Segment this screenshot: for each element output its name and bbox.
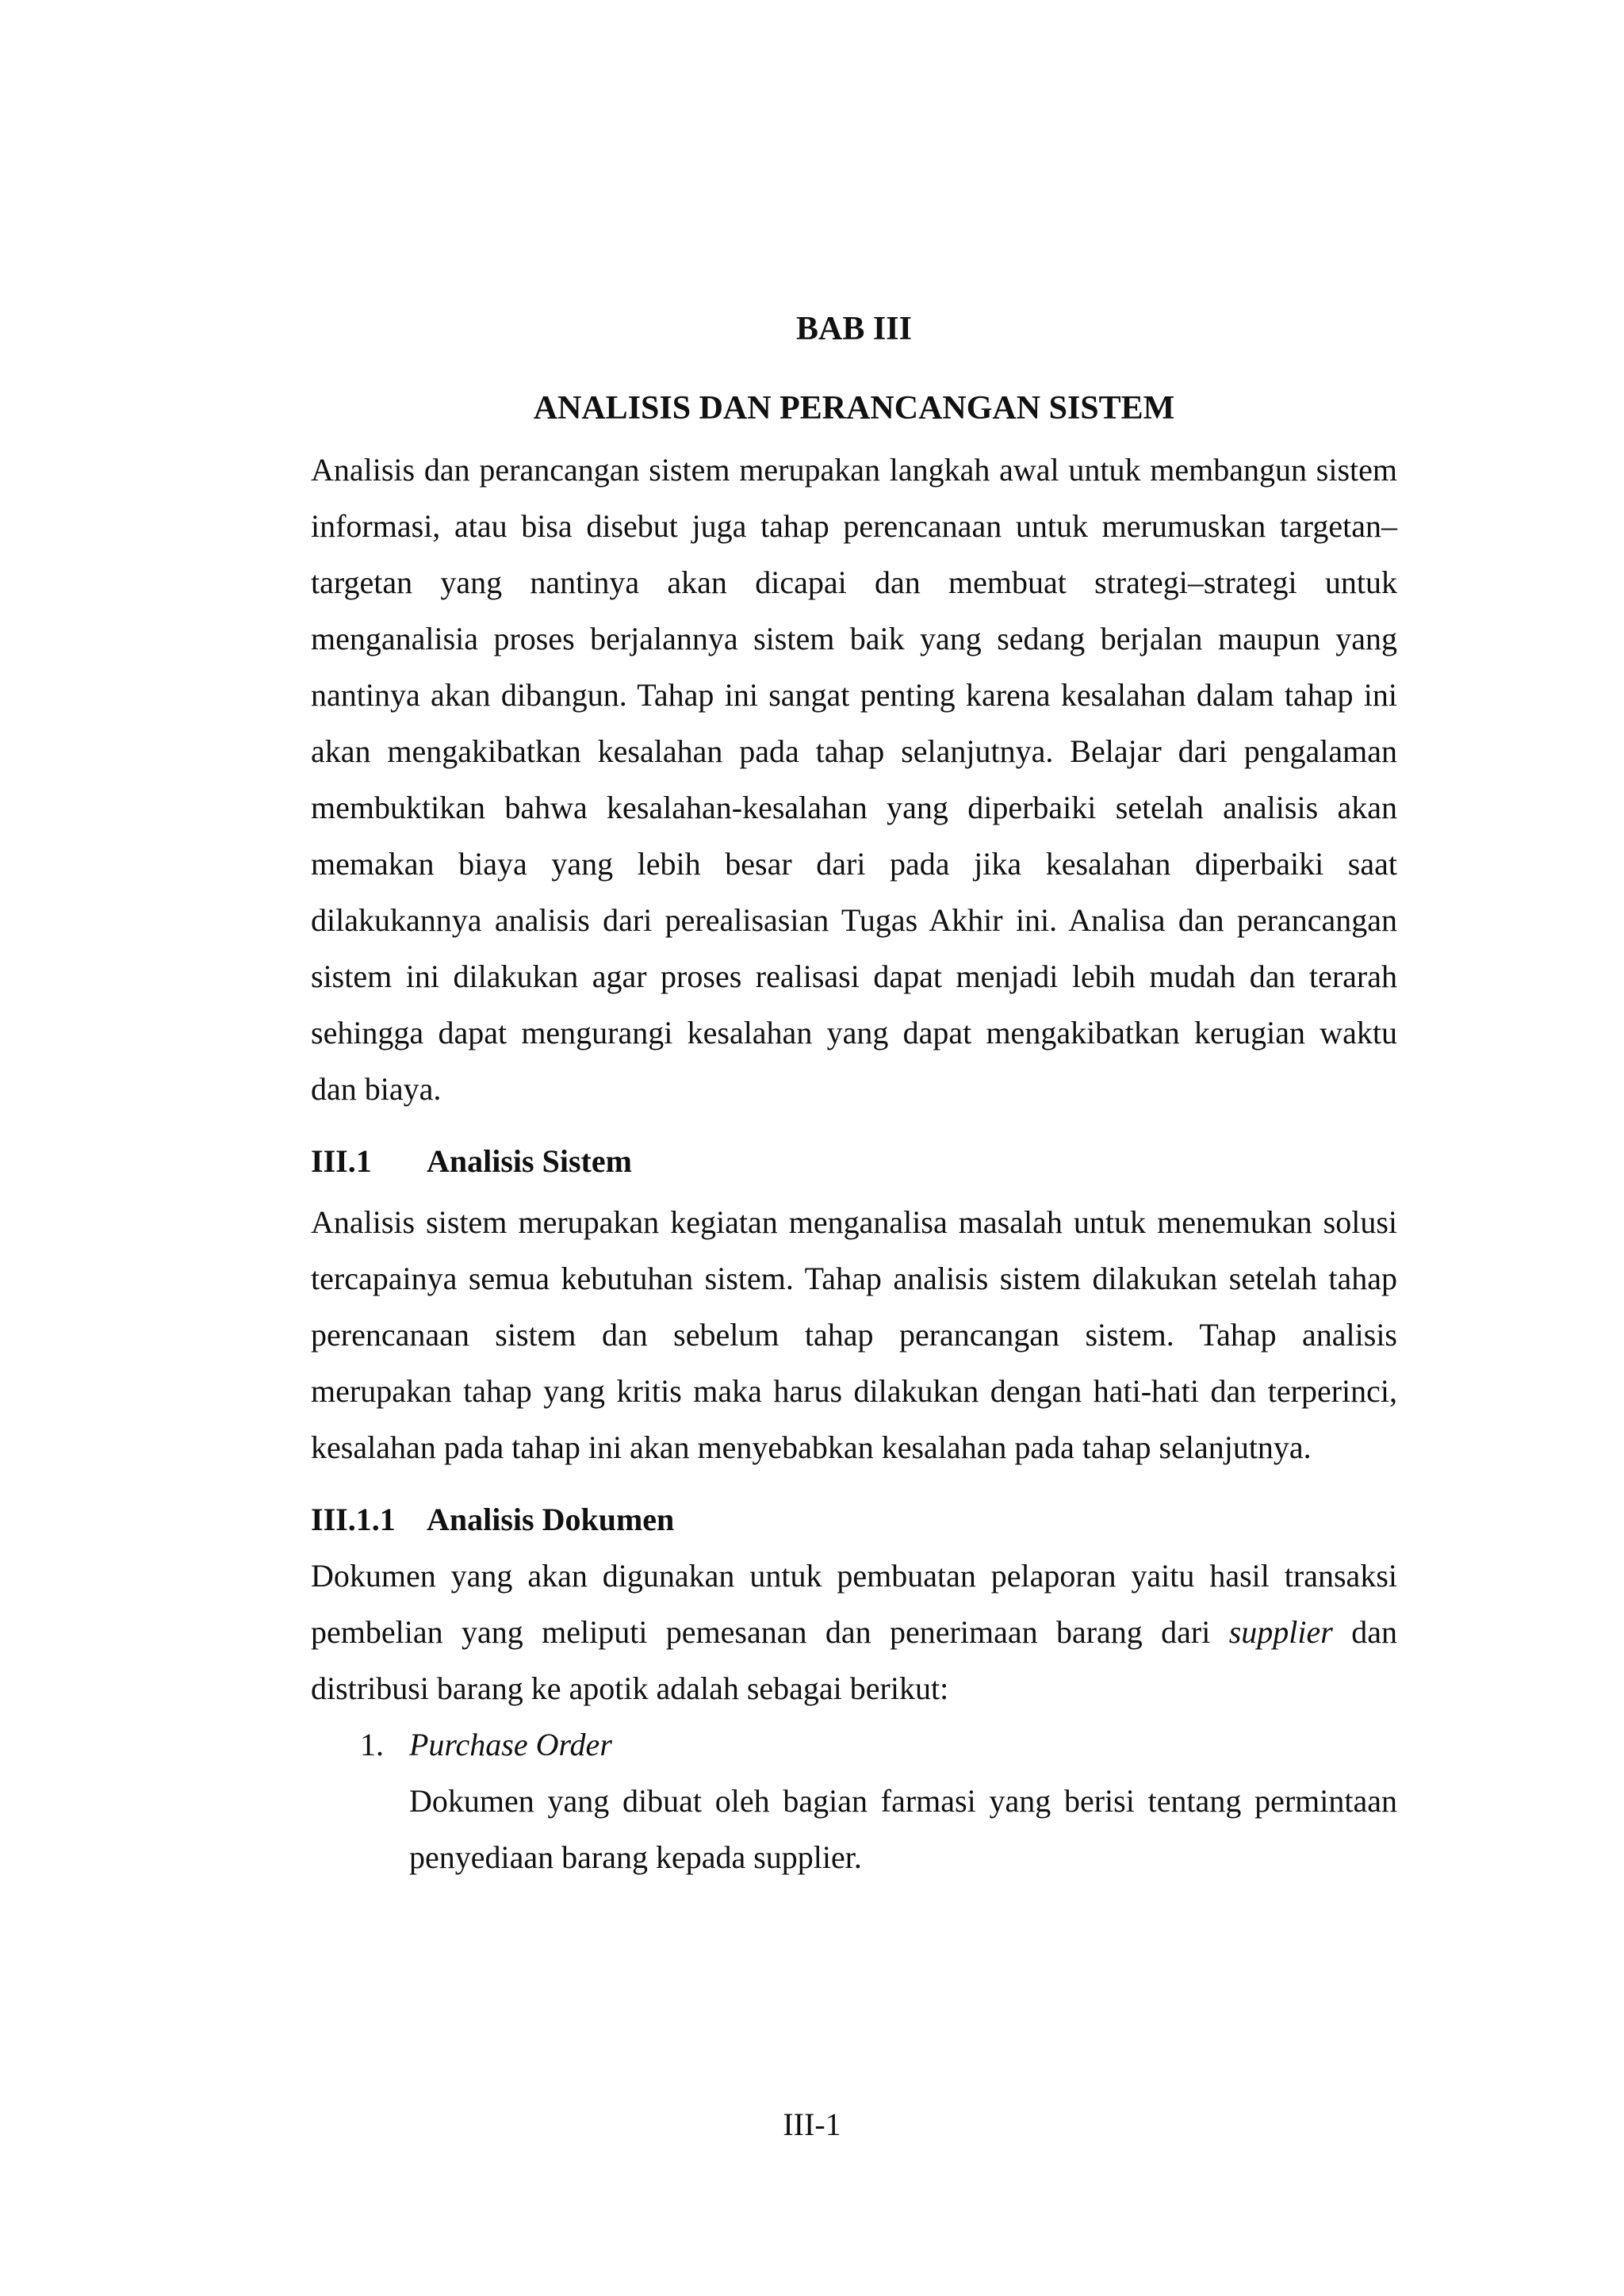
subsection-title: Analisis Dokumen [427, 1502, 675, 1537]
intro-paragraph: Analisis dan perancangan sistem merupakan langkah awal untuk membangun sistem informasi, atau bisa disebut juga tahap perencanaan untuk merumuskan targetan–targetan yang nantinya akan dicapai dan membuat strategi–strategi untuk menganalisia proses berjalannya sistem baik yang sedang berjalan maupun yang nantinya akan dibangun. Tahap ini sangat penting karena kesalahan dalam tahap ini akan mengakibatkan kesalahan pada tahap selanjutnya. Belajar dari pengalaman membuktikan bahwa kesalahan-kesalahan yang diperbaiki setelah analisis akan memakan biaya yang lebih besar dari pada jika kesalahan diperbaiki saat dilakukannya analisis dari perealisasian Tugas Akhir ini. Analisa dan perancangan sistem ini dilakukan agar proses realisasi dapat menjadi lebih mudah dan terarah sehingga dapat mengurangi kesalahan yang dapat mengakibatkan kerugian waktu dan biaya. [311, 452, 1397, 1107]
list-item-label: Purchase Order [409, 1727, 612, 1762]
list-item-title [360, 1716, 1397, 1773]
document-list [360, 1716, 1397, 1885]
list-item-body: Dokumen yang dibuat oleh bagian farmasi yang berisi tentang permintaan penyediaan barang kepada supplier. [409, 1783, 1397, 1875]
section-heading [311, 1133, 1397, 1189]
supplier-term: supplier [1228, 1614, 1333, 1650]
chapter-title: ANALISIS DAN PERANCANGAN SISTEM [533, 390, 1175, 427]
list-item [360, 1716, 1397, 1885]
subsection-paragraph-start: Dokumen yang akan digunakan untuk pembuatan pelaporan yaitu hasil transaksi pembelian yang meliputi pemesanan dan penerimaan barang dari [311, 1558, 1397, 1650]
document-content [311, 305, 1397, 1885]
section-number: III.1 [311, 1143, 372, 1179]
chapter-heading: BAB III [796, 311, 912, 347]
subsection-paragraph-end: dan distribusi barang ke apotik adalah sebagai berikut: [311, 1614, 1397, 1706]
list-item-marker: 1. [360, 1727, 384, 1762]
subsection-number: III.1.1 [311, 1502, 396, 1537]
section-paragraph: Analisis sistem merupakan kegiatan menganalisa masalah untuk menemukan solusi tercapainya semua kebutuhan sistem. Tahap analisis sistem dilakukan setelah tahap perencanaan sistem dan sebelum tahap perancangan sistem. Tahap analisis merupakan tahap yang kritis maka harus dilakukan dengan hati-hati dan terperinci, kesalahan pada tahap ini akan menyebabkan kesalahan pada tahap selanjutnya. [311, 1204, 1397, 1465]
subsection-paragraph [311, 1548, 1397, 1716]
page-number: III-1 [783, 2107, 841, 2142]
subsection-heading [311, 1491, 1397, 1548]
section-title: Analisis Sistem [427, 1143, 632, 1179]
